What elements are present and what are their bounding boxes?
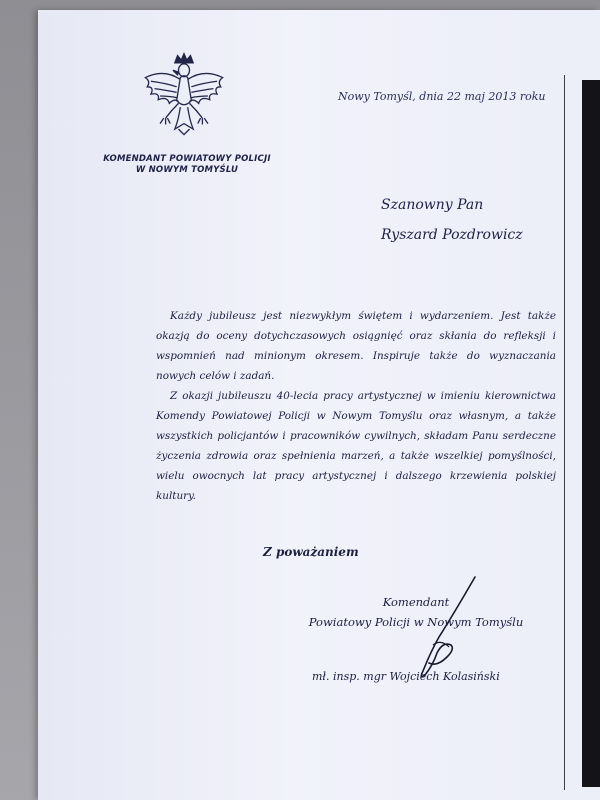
office-line-1: KOMENDANT POWIATOWY POLICJI <box>103 154 271 164</box>
signatory-title-line-2: Powiatowy Policji w Nowym Tomyślu <box>308 615 524 629</box>
signatory-title-line-1: Komendant <box>382 595 450 609</box>
closing-phrase: Z poważaniem <box>263 545 359 559</box>
mourning-band <box>582 80 600 787</box>
letter-body <box>156 306 556 506</box>
body-paragraph-1: Każdy jubileusz jest niezwykłym świętem i wydarzeniem. Jest także okazją do oceny dotychczasowych osiągnięć oraz skłania do refleksji i wspomnień nad minionym okresem. Inspiruje także do wyznaczania nowych celów i zadań. <box>156 310 556 382</box>
issuing-office <box>102 154 272 176</box>
body-paragraph-2: Z okazji jubileuszu 40-lecia pracy artystycznej w imieniu kierownictwa Komendy Powiatowej Policji w Nowym Tomyślu oraz własnym, a także wszystkich policjantów i pracowników cywilnych, składam Panu serdeczne życzenia zdrowia oraz spełnienia marzeń, a także wszelkiej pomyślności, wielu owocnych lat pracy artystycznej i dalszego krzewienia polskiej kultury. <box>156 390 556 502</box>
letter-page <box>38 10 600 800</box>
office-line-2: W NOWYM TOMYŚLU <box>135 165 239 175</box>
white-eagle-emblem-icon <box>138 50 230 142</box>
recipient <box>381 190 523 250</box>
recipient-name: Ryszard Pozdrowicz <box>381 227 523 243</box>
place-and-date: Nowy Tomyśl, dnia 22 maj 2013 roku <box>338 90 546 103</box>
signatory-title <box>296 592 536 632</box>
signatory-name: mł. insp. mgr Wojciech Kolasiński <box>312 670 500 683</box>
margin-rule <box>564 75 565 790</box>
recipient-greeting: Szanowny Pan <box>381 197 484 213</box>
